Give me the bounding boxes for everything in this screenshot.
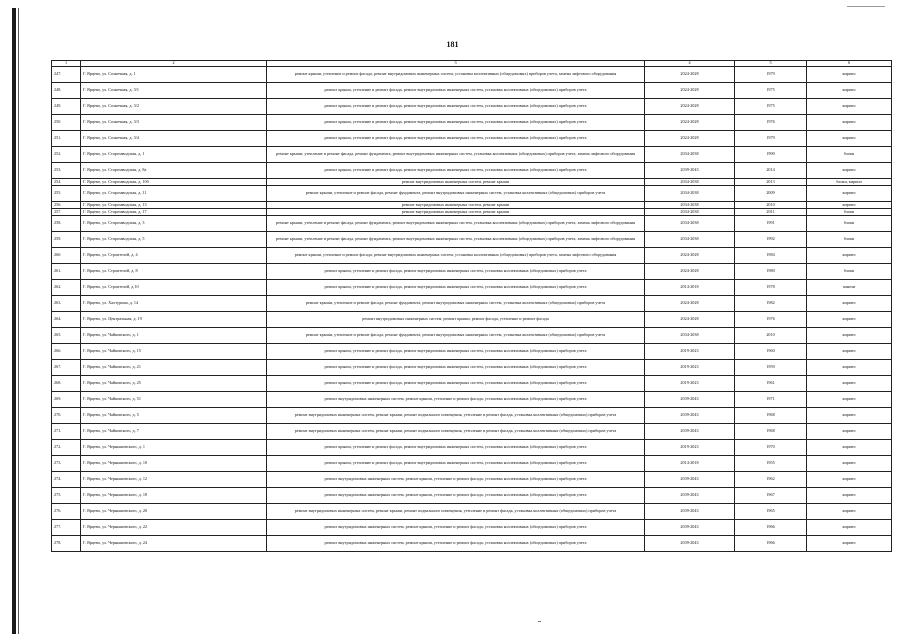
period-cell: 2039-2043: [645, 392, 735, 408]
housing-repair-table-sheet: [51, 60, 891, 552]
repair-works-cell: ремонт внутридомовых инженерных систем, ремонт крыши, утепление и ремонт фасада, установка коллективных (общедомовых) приборов учета: [267, 536, 645, 552]
row-number: 256.: [52, 202, 81, 209]
repair-works-cell: ремонт крыши, утепление и ремонт фасада, ремонт внутридомовых инженерных систем, установка коллективных (общедомовых) приборов учета: [267, 280, 645, 296]
wall-material-cell: кирпич: [807, 328, 892, 344]
table-row: [52, 536, 892, 552]
wall-material-cell: кирпич: [807, 186, 892, 202]
column-number-1: 1: [52, 61, 81, 67]
table-row: [52, 376, 892, 392]
wall-material-cell: кирпич: [807, 520, 892, 536]
repair-works-cell: ремонт внутридомовых инженерных систем, ремонт крыши, утепление и ремонт фасада, установка коллективных (общедомовых) приборов учета: [267, 472, 645, 488]
row-number: 255.: [52, 186, 81, 202]
wall-material-cell: кирпич: [807, 536, 892, 552]
period-cell: 2034-2038: [645, 232, 735, 248]
build-year-cell: 1970: [735, 440, 807, 456]
table-row: [52, 232, 892, 248]
address-cell: Г. Ярцево, ул. Старозаводская, д. 10б: [81, 179, 267, 186]
address-cell: Г. Ярцево, ул. Чайковского, д. 5: [81, 408, 267, 424]
build-year-cell: 1976: [735, 312, 807, 328]
repair-works-cell: ремонт крыши, утепление и ремонт фасада, ремонт внутридомовых инженерных систем, установка коллективных (общедомовых) приборов учета: [267, 344, 645, 360]
repair-works-cell: ремонт крыши, утепление и ремонт фасада, ремонт внутридомовых инженерных систем, установка коллективных (общедомовых) приборов учета: [267, 360, 645, 376]
column-number-2: 2: [81, 61, 267, 67]
repair-works-cell: ремонт крыши, утепление и ремонт фасада, ремонт внутридомовых инженерных систем, установка коллективных (общедомовых) приборов учета: [267, 264, 645, 280]
wall-material-cell: блоки: [807, 209, 892, 216]
period-cell: 2039-2043: [645, 536, 735, 552]
build-year-cell: 1968: [735, 424, 807, 440]
address-cell: Г. Ярцево, ул. Солнечная, д. 1: [81, 67, 267, 83]
corner-mark: [847, 6, 885, 7]
wall-material-cell: блоки: [807, 216, 892, 232]
row-number: 269.: [52, 392, 81, 408]
repair-works-cell: ремонт внутридомовых инженерных систем, ремонт крыши: [267, 202, 645, 209]
repair-works-cell: ремонт крыши, утепление и ремонт фасада, ремонт фундамента, ремонт внутридомовых инженерных систем, установка коллективных (общедомовых) приборов учета: [267, 296, 645, 312]
period-cell: 2039-2043: [645, 472, 735, 488]
repair-works-cell: ремонт крыши, утепление и ремонт фасада, ремонт внутридомовых инженерных систем, установка коллективных (общедомовых) приборов учета: [267, 131, 645, 147]
address-cell: Г. Ярцево, ул. Строителей, д. 8: [81, 264, 267, 280]
table-row: [52, 202, 892, 209]
build-year-cell: 1975: [735, 83, 807, 99]
table-row: [52, 504, 892, 520]
build-year-cell: 1965: [735, 504, 807, 520]
row-number: 268.: [52, 376, 81, 392]
repair-works-cell: ремонт крыши, утепление и ремонт фасада, ремонт фундамента, ремонт внутридомовых инженерных систем, установка коллективных (общедомовых) приборов учета: [267, 328, 645, 344]
row-number: 275.: [52, 488, 81, 504]
wall-material-cell: блоки: [807, 232, 892, 248]
wall-material-cell: кирпич: [807, 312, 892, 328]
wall-material-cell: кирпич: [807, 472, 892, 488]
address-cell: Г. Ярцево, ул. Солнечная, д. 3/2: [81, 99, 267, 115]
table-row: [52, 186, 892, 202]
row-number: 263.: [52, 296, 81, 312]
wall-material-cell: кирпич: [807, 67, 892, 83]
repair-works-cell: ремонт крыши, утепление и ремонт фасада, ремонт внутридомовых инженерных систем, установка коллективных (общедомовых) приборов учета, замена лифтового оборудования: [267, 248, 645, 264]
repair-works-cell: ремонт крыши, утепление и ремонт фасада, ремонт внутридомовых инженерных систем, установка коллективных (общедомовых) приборов учета: [267, 99, 645, 115]
build-year-cell: 2011: [735, 209, 807, 216]
period-cell: 2039-2043: [645, 520, 735, 536]
repair-works-cell: ремонт внутридомовых инженерных систем, ремонт крыши, утепление и ремонт фасада, установка коллективных (общедомовых) приборов учета: [267, 520, 645, 536]
address-cell: Г. Ярцево, ул. Солнечная, д. 3/4: [81, 131, 267, 147]
row-number: 252.: [52, 147, 81, 163]
wall-material-cell: кирпич: [807, 131, 892, 147]
address-cell: Г. Ярцево, ул. Чайковского, д. 21: [81, 360, 267, 376]
address-cell: Г. Ярцево, ул. Старозаводская, д. 13: [81, 202, 267, 209]
period-cell: 2024-2028: [645, 312, 735, 328]
address-cell: Г. Ярцево, ул. Чернышевского, д. 24: [81, 536, 267, 552]
wall-material-cell: блоки, кирпич: [807, 179, 892, 186]
table-row: [52, 179, 892, 186]
table-row: [52, 83, 892, 99]
build-year-cell: 1982: [735, 296, 807, 312]
wall-material-cell: кирпич: [807, 344, 892, 360]
table-row: [52, 456, 892, 472]
period-cell: 2024-2028: [645, 264, 735, 280]
repair-works-cell: ремонт внутридомовых инженерных систем, ремонт крыши, ремонт фасада, утепление и ремонт фасада: [267, 312, 645, 328]
period-cell: 2024-2028: [645, 248, 735, 264]
wall-material-cell: кирпич: [807, 99, 892, 115]
wall-material-cell: кирпич: [807, 376, 892, 392]
build-year-cell: 1967: [735, 488, 807, 504]
build-year-cell: 2009: [735, 186, 807, 202]
row-number: 251.: [52, 131, 81, 147]
repair-works-cell: ремонт крыши, утепление и ремонт фасада, ремонт внутридомовых инженерных систем, установка коллективных (общедомовых) приборов учета, замена лифтового оборудования: [267, 67, 645, 83]
repair-works-cell: ремонт крыши, утепление и ремонт фасада, ремонт внутридомовых инженерных систем, установка коллективных (общедомовых) приборов учета: [267, 83, 645, 99]
address-cell: Г. Ярцево, ул. Чернышевского, д. 10: [81, 456, 267, 472]
address-cell: Г. Ярцево, ул. Чернышевского, д. 20: [81, 504, 267, 520]
wall-material-cell: кирпич: [807, 456, 892, 472]
address-cell: Г. Ярцево, ул. Халтурина, д. 14: [81, 296, 267, 312]
row-number: 278.: [52, 536, 81, 552]
build-year-cell: 1961: [735, 376, 807, 392]
address-cell: Г. Ярцево, ул. Старозаводская, д. 3: [81, 216, 267, 232]
period-cell: 2024-2028: [645, 99, 735, 115]
repair-works-cell: ремонт внутридомовых инженерных систем, ремонт крыши: [267, 209, 645, 216]
binder-edge-line: [18, 8, 19, 634]
table-row: [52, 296, 892, 312]
wall-material-cell: кирпич: [807, 440, 892, 456]
binder-edge: [12, 8, 16, 634]
address-cell: Г. Ярцево, ул. Чернышевского, д. 1: [81, 440, 267, 456]
table-row: [52, 392, 892, 408]
build-year-cell: 1980: [735, 264, 807, 280]
wall-material-cell: кирпич: [807, 408, 892, 424]
build-year-cell: 1992: [735, 232, 807, 248]
table-row: [52, 312, 892, 328]
row-number: 272.: [52, 440, 81, 456]
address-cell: Г. Ярцево, ул. Чернышевского, д. 12: [81, 472, 267, 488]
period-cell: 2034-2038: [645, 179, 735, 186]
period-cell: 2019-2023: [645, 360, 735, 376]
row-number: 250.: [52, 115, 81, 131]
row-number: 262.: [52, 280, 81, 296]
repair-works-cell: ремонт крыши, утепление и ремонт фасада, ремонт фундамента, ремонт внутридомовых инженерных систем, установка коллективных (общедомовых) приборов учета, замена лифтового оборудования: [267, 216, 645, 232]
period-cell: 2034-2038: [645, 202, 735, 209]
build-year-cell: 2010: [735, 202, 807, 209]
scan-dot: [538, 621, 541, 622]
table-row: [52, 248, 892, 264]
build-year-cell: 1984: [735, 248, 807, 264]
period-cell: 2024-2028: [645, 115, 735, 131]
table-row: [52, 424, 892, 440]
wall-material-cell: кирпич: [807, 115, 892, 131]
row-number: 258.: [52, 216, 81, 232]
build-year-cell: 1978: [735, 280, 807, 296]
row-number: 277.: [52, 520, 81, 536]
address-cell: Г. Ярцево, ул. Солнечная, д. 3/3: [81, 115, 267, 131]
wall-material-cell: кирпич: [807, 504, 892, 520]
row-number: 270.: [52, 408, 81, 424]
period-cell: 2039-2043: [645, 488, 735, 504]
build-year-cell: 1979: [735, 67, 807, 83]
table-row: [52, 488, 892, 504]
table-row: [52, 264, 892, 280]
repair-works-cell: ремонт крыши, утепление и ремонт фасада, ремонт внутридомовых инженерных систем, установка коллективных (общедомовых) приборов учета: [267, 376, 645, 392]
table-row: [52, 147, 892, 163]
table-row: [52, 216, 892, 232]
table-row: [52, 344, 892, 360]
wall-material-cell: кирпич: [807, 296, 892, 312]
row-number: 276.: [52, 504, 81, 520]
period-cell: 2034-2038: [645, 147, 735, 163]
build-year-cell: 1976: [735, 115, 807, 131]
row-number: 259.: [52, 232, 81, 248]
row-number: 260.: [52, 248, 81, 264]
build-year-cell: 1966: [735, 520, 807, 536]
period-cell: 2034-2038: [645, 216, 735, 232]
address-cell: Г. Ярцево, ул. Строителей, д. 4: [81, 248, 267, 264]
table-row: [52, 328, 892, 344]
build-year-cell: 1990: [735, 147, 807, 163]
address-cell: Г. Ярцево, ул. Чайковского, д. 51: [81, 392, 267, 408]
row-number: 273.: [52, 456, 81, 472]
repair-works-cell: ремонт внутридомовых инженерных систем, ремонт крыши, ремонт подвального помещения, утепление и ремонт фасада, установка коллективных (общедомовых) приборов учета: [267, 408, 645, 424]
address-cell: Г. Ярцево, ул. Старозаводская, д. 11: [81, 186, 267, 202]
wall-material-cell: кирпич: [807, 248, 892, 264]
address-cell: Г. Ярцево, ул. Чернышевского, д. 22: [81, 520, 267, 536]
build-year-cell: 1955: [735, 456, 807, 472]
wall-material-cell: панели: [807, 280, 892, 296]
address-cell: Г. Ярцево, ул. Старозаводская, д. 5: [81, 232, 267, 248]
repair-works-cell: ремонт внутридомовых инженерных систем, ремонт крыши, ремонт подвального помещения, утепление и ремонт фасада, установка коллективных (общедомовых) приборов учета: [267, 504, 645, 520]
row-number: 264.: [52, 312, 81, 328]
build-year-cell: 1971: [735, 392, 807, 408]
period-cell: 2019-2023: [645, 440, 735, 456]
period-cell: 2024-2028: [645, 296, 735, 312]
wall-material-cell: кирпич: [807, 360, 892, 376]
wall-material-cell: кирпич: [807, 163, 892, 179]
period-cell: 2014-2018: [645, 456, 735, 472]
build-year-cell: 1959: [735, 360, 807, 376]
build-year-cell: 1979: [735, 131, 807, 147]
table-row: [52, 280, 892, 296]
column-number-6: 6: [807, 61, 892, 67]
table-row: [52, 131, 892, 147]
table-row: [52, 99, 892, 115]
housing-repair-table: [51, 60, 892, 552]
period-cell: 2039-2043: [645, 504, 735, 520]
repair-works-cell: ремонт внутридомовых инженерных систем, ремонт крыши: [267, 179, 645, 186]
table-row: [52, 440, 892, 456]
row-number: 266.: [52, 344, 81, 360]
period-cell: 2014-2018: [645, 280, 735, 296]
address-cell: Г. Ярцево, ул. Чайковского, д. 7: [81, 424, 267, 440]
row-number: 248.: [52, 83, 81, 99]
row-number: 247.: [52, 67, 81, 83]
period-cell: 2024-2028: [645, 131, 735, 147]
column-number-5: 5: [735, 61, 807, 67]
build-year-cell: 1991: [735, 216, 807, 232]
repair-works-cell: ремонт крыши, утепление и ремонт фасада, ремонт фундамента, ремонт внутридомовых инженерных систем, установка коллективных (общедомовых) приборов учета, замена лифтового оборудования: [267, 147, 645, 163]
repair-works-cell: ремонт крыши, утепление и ремонт фасада, ремонт внутридомовых инженерных систем, установка коллективных (общедомовых) приборов учета: [267, 440, 645, 456]
build-year-cell: 2014: [735, 163, 807, 179]
address-cell: Г. Ярцево, ул. Центральная, д. 19: [81, 312, 267, 328]
address-cell: Г. Ярцево, ул. Старозаводская, д. 17: [81, 209, 267, 216]
table-row: [52, 209, 892, 216]
repair-works-cell: ремонт крыши, утепление и ремонт фасада, ремонт фундамента, ремонт внутридомовых инженерных систем, установка коллективных (общедомовых) приборов учета: [267, 186, 645, 202]
period-cell: 2019-2023: [645, 344, 735, 360]
address-cell: Г. Ярцево, ул. Чайковского, д. 15: [81, 344, 267, 360]
row-number: 253.: [52, 163, 81, 179]
table-row: [52, 408, 892, 424]
build-year-cell: 2013: [735, 179, 807, 186]
repair-works-cell: ремонт крыши, утепление и ремонт фасада, ремонт внутридомовых инженерных систем, установка коллективных (общедомовых) приборов учета: [267, 115, 645, 131]
repair-works-cell: ремонт внутридомовых инженерных систем, ремонт крыши, утепление и ремонт фасада, установка коллективных (общедомовых) приборов учета: [267, 392, 645, 408]
address-cell: Г. Ярцево, ул. Чайковского, д. 25: [81, 376, 267, 392]
address-cell: Г. Ярцево, ул. Солнечная, д. 3/1: [81, 83, 267, 99]
build-year-cell: 1975: [735, 99, 807, 115]
address-cell: Г. Ярцево, ул. Чайковского, д. 1: [81, 328, 267, 344]
period-cell: 2034-2038: [645, 328, 735, 344]
table-row: [52, 520, 892, 536]
row-number: 271.: [52, 424, 81, 440]
period-cell: 2019-2023: [645, 376, 735, 392]
build-year-cell: 1962: [735, 472, 807, 488]
table-body: [52, 67, 892, 552]
table-row: [52, 67, 892, 83]
row-number: 257.: [52, 209, 81, 216]
build-year-cell: 1960: [735, 344, 807, 360]
address-cell: Г. Ярцево, ул. Старозаводская, д. 8а: [81, 163, 267, 179]
column-number-3: 3: [267, 61, 645, 67]
wall-material-cell: кирпич: [807, 202, 892, 209]
table-row: [52, 115, 892, 131]
period-cell: 2034-2038: [645, 209, 735, 216]
row-number: 249.: [52, 99, 81, 115]
repair-works-cell: ремонт внутридомовых инженерных систем, ремонт крыши, утепление и ремонт фасада, установка коллективных (общедомовых) приборов учета: [267, 488, 645, 504]
wall-material-cell: кирпич: [807, 488, 892, 504]
build-year-cell: 1968: [735, 408, 807, 424]
wall-material-cell: кирпич: [807, 83, 892, 99]
period-cell: 2024-2028: [645, 83, 735, 99]
table-row: [52, 360, 892, 376]
column-number-4: 4: [645, 61, 735, 67]
row-number: 267.: [52, 360, 81, 376]
wall-material-cell: блоки: [807, 264, 892, 280]
wall-material-cell: кирпич: [807, 424, 892, 440]
table-row: [52, 472, 892, 488]
period-cell: 2024-2028: [645, 67, 735, 83]
period-cell: 2039-2043: [645, 424, 735, 440]
table-row: [52, 163, 892, 179]
repair-works-cell: ремонт крыши, утепление и ремонт фасада, ремонт внутридомовых инженерных систем, установка коллективных (общедомовых) приборов учета: [267, 163, 645, 179]
period-cell: 2039-2043: [645, 408, 735, 424]
wall-material-cell: блоки: [807, 147, 892, 163]
address-cell: Г. Ярцево, ул. Строителей, д.10: [81, 280, 267, 296]
address-cell: Г. Ярцево, ул. Старозаводская, д. 1: [81, 147, 267, 163]
row-number: 274.: [52, 472, 81, 488]
page-number: 181: [446, 40, 459, 49]
build-year-cell: 2010: [735, 328, 807, 344]
build-year-cell: 1966: [735, 536, 807, 552]
wall-material-cell: кирпич: [807, 392, 892, 408]
address-cell: Г. Ярцево, ул. Чернышевского, д. 18: [81, 488, 267, 504]
repair-works-cell: ремонт крыши, утепление и ремонт фасада, ремонт фундамента, ремонт внутридомовых инженерных систем, установка коллективных (общедомовых) приборов учета, замена лифтового оборудования: [267, 232, 645, 248]
row-number: 254.: [52, 179, 81, 186]
period-cell: 2034-2038: [645, 186, 735, 202]
repair-works-cell: ремонт крыши, утепление и ремонт фасада, ремонт внутридомовых инженерных систем, установка коллективных (общедомовых) приборов учета: [267, 456, 645, 472]
row-number: 265.: [52, 328, 81, 344]
repair-works-cell: ремонт внутридомовых инженерных систем, ремонт крыши, ремонт подвального помещения, утепление и ремонт фасада, установка коллективных (общедомовых) приборов учета: [267, 424, 645, 440]
period-cell: 2039-2043: [645, 163, 735, 179]
row-number: 261.: [52, 264, 81, 280]
